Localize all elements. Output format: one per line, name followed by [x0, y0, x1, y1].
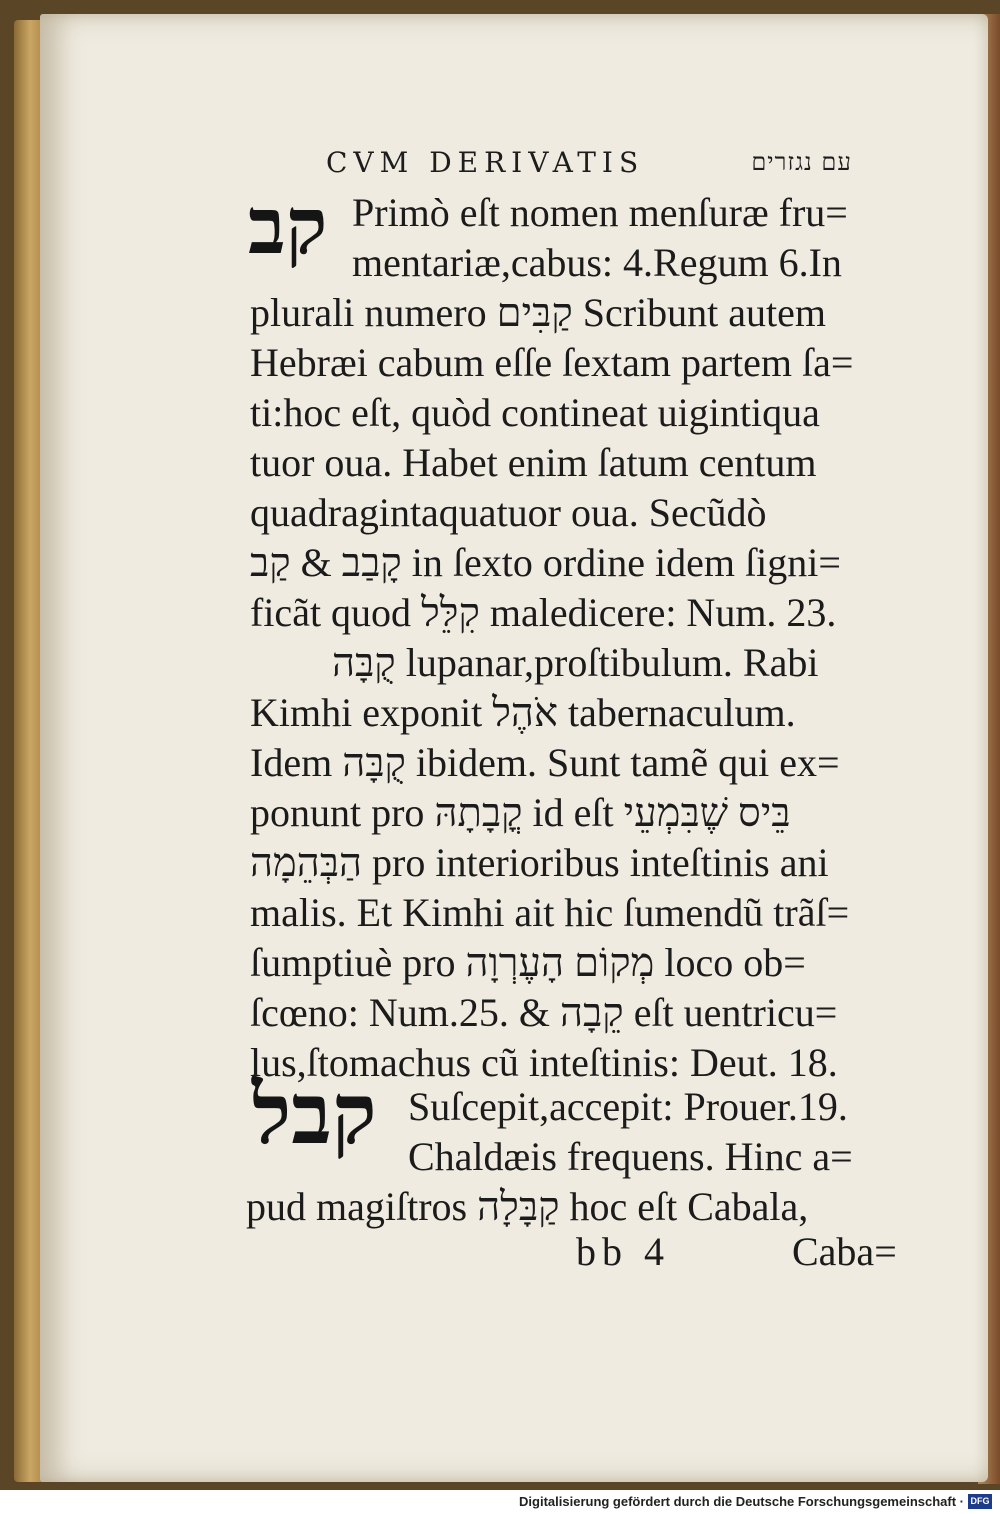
running-header-latin: CVM DERIVATIS: [326, 145, 645, 179]
text-line-6: tuor oua. Habet enim ſatum centum: [250, 440, 817, 485]
text-line-14: הַבְּהֵמָה pro interioribus inteſtinis ani: [250, 840, 829, 885]
text-line-11: Kimhi exponit אֹהֶל tabernaculum.: [250, 690, 796, 735]
text-line-2: mentariæ,cabus: 4.Regum 6.In: [352, 240, 842, 285]
text-line-21: pud magiſtros קַבָּלָה hoc eſt Cabala,: [246, 1184, 809, 1229]
text-line-19: Suſcepit,accepit: Prouer.19.: [408, 1084, 848, 1129]
text-line-9: ficãt quod קִלֵּל maledicere: Num. 23.: [250, 590, 837, 635]
initial-hebrew-word-1: קב: [248, 181, 328, 272]
text-line-17: ſcœno: Num.25. & קֵבָה eſt uentricu=: [250, 990, 838, 1035]
text-line-15: malis. Et Kimhi ait hic ſumendũ trãſ=: [250, 890, 850, 935]
text-line-1: Primò eſt nomen menſuræ fru=: [352, 190, 848, 235]
dfg-logo: DFG: [968, 1494, 992, 1509]
text-line-3: plurali numero קַבִּים Scribunt autem: [250, 290, 827, 335]
text-line-13: ponunt pro קֳבָתָהּ id eſt בֵּיס שֶׁבִּמְעֵי: [250, 790, 791, 835]
text-line-8: קָבַב & קַב in ſexto ordine idem ſigni=: [250, 540, 841, 585]
initial-hebrew-word-2: קבל: [252, 1064, 377, 1163]
catchword: Caba=: [792, 1229, 897, 1274]
signature-mark: bb 4: [576, 1229, 670, 1274]
text-line-7: quadragintaquatuor oua. Secũdò: [250, 490, 767, 535]
running-header-hebrew: עם נגזרים: [751, 147, 852, 176]
text-line-16: ſumptiuè pro מְקוֹם הָעֶרְוָה loco ob=: [250, 940, 806, 985]
text-line-18: lus,ſtomachus cũ inteſtinis: Deut. 18.: [250, 1040, 838, 1085]
text-line-12: Idem קֻבָּה ibidem. Sunt tamẽ qui ex=: [250, 740, 840, 785]
text-line-4: Hebræi cabum eſſe ſextam partem ſa=: [250, 340, 854, 385]
text-line-5: ti:hoc eſt, quòd contineat uigintiqua: [250, 390, 820, 435]
running-header: [326, 142, 852, 182]
text-line-10: קֻבָּה lupanar,proſtibulum. Rabi: [332, 640, 819, 685]
funding-footer-text: Digitalisierung gefördert durch die Deutsche Forschungsgemeinschaft ·: [519, 1494, 964, 1509]
text-line-20: Chaldæis frequens. Hinc a=: [408, 1134, 853, 1179]
